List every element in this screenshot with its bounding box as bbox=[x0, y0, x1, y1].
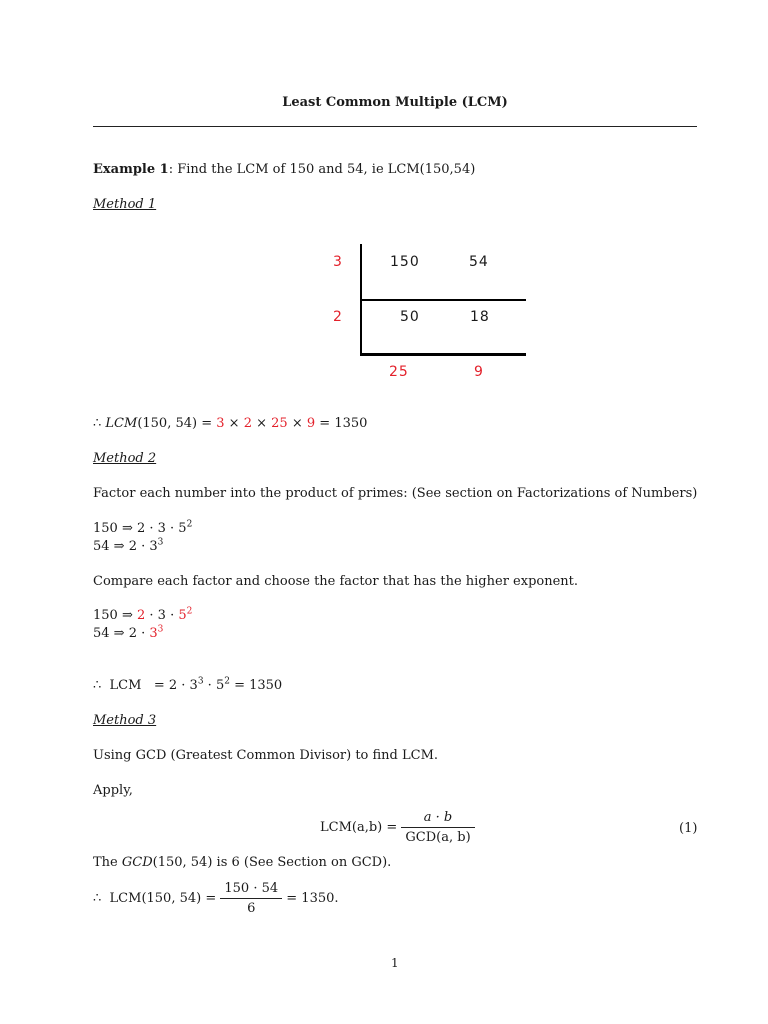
formula-fraction bbox=[401, 810, 474, 845]
row2-value-1: 50 bbox=[400, 309, 420, 325]
factor-line-54-text: 54 ⇒ 2 · 3 bbox=[93, 539, 158, 554]
method3-intro: Using GCD (Greatest Common Divisor) to find LCM. bbox=[93, 748, 439, 763]
formula-lhs: LCM(a,b) = bbox=[320, 820, 398, 835]
method1-heading: Method 1 bbox=[93, 197, 157, 212]
formula-numerator: a · b bbox=[401, 810, 474, 828]
lcm-label: LCM bbox=[109, 678, 142, 693]
factor-25: 25 bbox=[271, 416, 288, 431]
factor-line-150 bbox=[93, 521, 192, 536]
factor-3: 3 bbox=[216, 416, 225, 431]
result-tail: = 1350 bbox=[315, 416, 368, 431]
compare-line-150 bbox=[93, 608, 192, 623]
ladder-divider-line bbox=[360, 299, 526, 301]
final-numerator: 150 · 54 bbox=[220, 881, 282, 899]
compare-line-54 bbox=[93, 626, 163, 641]
factor-2: 2 bbox=[243, 416, 252, 431]
method3-heading: Method 3 bbox=[93, 713, 157, 728]
times-1: × bbox=[224, 416, 244, 431]
divisor-1: 3 bbox=[333, 254, 343, 270]
lcm-formula bbox=[320, 810, 475, 845]
lcm-args: (150, 54) = bbox=[137, 416, 213, 431]
final-denominator: 6 bbox=[247, 901, 256, 916]
method2-heading: Method 2 bbox=[93, 451, 157, 466]
final-lhs: LCM(150, 54) = bbox=[109, 891, 217, 906]
result-exp-2: 2 bbox=[224, 676, 230, 687]
factor-line-150-exp: 2 bbox=[186, 519, 193, 530]
page-title: Least Common Multiple (LCM) bbox=[282, 95, 508, 110]
method2-compare: Compare each factor and choose the factor that has the higher exponent. bbox=[93, 574, 579, 589]
times-3: × bbox=[287, 416, 307, 431]
row2-value-2: 18 bbox=[470, 309, 490, 325]
row1-value-1: 150 bbox=[390, 254, 420, 270]
gcd-pre: The bbox=[93, 855, 122, 870]
ladder-bottom-line bbox=[360, 353, 526, 356]
gcd-statement bbox=[93, 855, 391, 870]
example-text: : Find the LCM of 150 and 54, ie LCM(150,54) bbox=[168, 162, 476, 177]
gcd-func: GCD bbox=[121, 855, 153, 870]
title-rule bbox=[93, 126, 697, 127]
example-label: Example 1 bbox=[93, 162, 169, 177]
page-number: 1 bbox=[391, 956, 399, 970]
method2-result bbox=[93, 678, 282, 693]
row3-value-2: 9 bbox=[474, 364, 484, 380]
compare-54-exp: 3 bbox=[157, 624, 164, 635]
compare-150-two: 2 bbox=[136, 608, 146, 623]
result-exp-1: 3 bbox=[197, 676, 204, 687]
times-2: × bbox=[251, 416, 272, 431]
therefore-symbol-2: ∴ bbox=[93, 678, 102, 693]
method2-intro: Factor each number into the product of primes: (See section on Factorizations of Numbers) bbox=[93, 486, 698, 501]
compare-150-prefix: 150 ⇒ bbox=[93, 608, 137, 623]
gcd-post: (150, 54) is 6 (See Section on GCD). bbox=[152, 855, 392, 870]
compare-150-mid: · 3 · bbox=[145, 608, 179, 623]
result-part-a: = 2 · 3 bbox=[153, 678, 198, 693]
factor-9: 9 bbox=[306, 416, 316, 431]
factor-line-54 bbox=[93, 539, 163, 554]
final-result bbox=[93, 881, 339, 916]
formula-denominator: GCD(a, b) bbox=[405, 830, 471, 845]
compare-150-exp: 2 bbox=[186, 606, 193, 617]
final-fraction bbox=[220, 881, 282, 916]
row1-value-2: 54 bbox=[469, 254, 489, 270]
therefore-symbol: ∴ bbox=[93, 416, 102, 431]
compare-54-three: 3 bbox=[149, 626, 158, 641]
factor-line-54-exp: 3 bbox=[157, 537, 164, 548]
method1-result bbox=[93, 416, 367, 431]
example-heading bbox=[93, 162, 475, 177]
row3-value-1: 25 bbox=[389, 364, 409, 380]
result-part-c: = 1350 bbox=[229, 678, 283, 693]
divisor-2: 2 bbox=[333, 309, 343, 325]
equation-number: (1) bbox=[679, 821, 698, 836]
compare-150-five: 5 bbox=[178, 608, 187, 623]
final-tail: = 1350. bbox=[286, 891, 339, 906]
compare-54-prefix: 54 ⇒ 2 · bbox=[93, 626, 150, 641]
result-part-b: · 5 bbox=[203, 678, 225, 693]
factor-line-150-text: 150 ⇒ 2 · 3 · 5 bbox=[93, 521, 187, 536]
therefore-symbol-3: ∴ bbox=[93, 891, 102, 906]
lcm-func: LCM bbox=[105, 416, 138, 431]
method3-apply: Apply, bbox=[93, 783, 133, 798]
